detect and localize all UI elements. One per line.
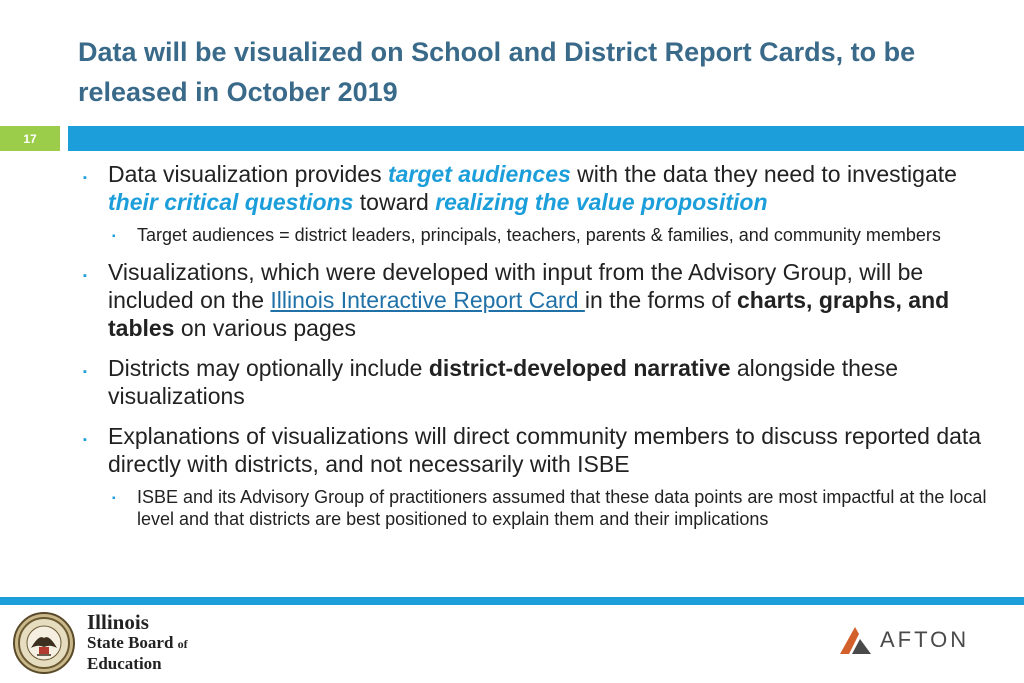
- slide-number: 17: [0, 126, 60, 151]
- bullet-marker-icon: ▪: [83, 366, 87, 378]
- bullet-item: ▪ Explanations of visualizations will direct community members to discuss reported data directly with districts, and not necessarily with ISBE: [83, 423, 982, 477]
- afton-logo: [838, 624, 969, 656]
- bullet-list: [78, 160, 998, 530]
- header-divider-band: [68, 126, 1024, 151]
- highlight-critical-questions: their critical questions: [108, 189, 354, 215]
- illinois-state-seal-icon: [13, 612, 75, 674]
- bullet-item: ▪ Districts may optionally include district-developed narrative alongside these visualizations: [83, 355, 899, 409]
- footer-divider-band: [0, 597, 1024, 605]
- bullet-marker-icon: ▪: [83, 270, 87, 282]
- sub-bullet-item: ▪ Target audiences = district leaders, principals, teachers, parents & families, and community members: [78, 224, 998, 246]
- bullet-item: ▪ Visualizations, which were developed with input from the Advisory Group, will be included on the Illinois Interactive Report Card in the forms of charts, graphs, and tables on various pages: [83, 259, 950, 341]
- isbe-logo-text: Illinois State Board of Education: [87, 610, 188, 673]
- report-card-link[interactable]: Illinois Interactive Report Card: [270, 287, 585, 313]
- highlight-value-proposition: realizing the value proposition: [435, 189, 768, 215]
- slide-title: Data will be visualized on School and District Report Cards, to be released in October 2019: [78, 37, 916, 107]
- highlight-target-audiences: target audiences: [387, 161, 571, 187]
- bullet-marker-icon: ▪: [83, 172, 87, 184]
- sub-bullet-item: ▪ ISBE and its Advisory Group of practitioners assumed that these data points are most impactful at the local level and that districts are best positioned to explain them and their implications: [112, 487, 987, 529]
- sub-bullet-marker-icon: ▪: [112, 493, 116, 504]
- afton-logo-text: AFTON: [880, 627, 970, 652]
- bullet-marker-icon: ▪: [83, 434, 87, 446]
- afton-logo-icon: [838, 624, 874, 656]
- sub-bullet-marker-icon: ▪: [112, 231, 116, 242]
- bullet-item: ▪ Data visualization provides target audiences with the data they need to investigate their critical questions toward realizing the value proposition: [83, 161, 957, 215]
